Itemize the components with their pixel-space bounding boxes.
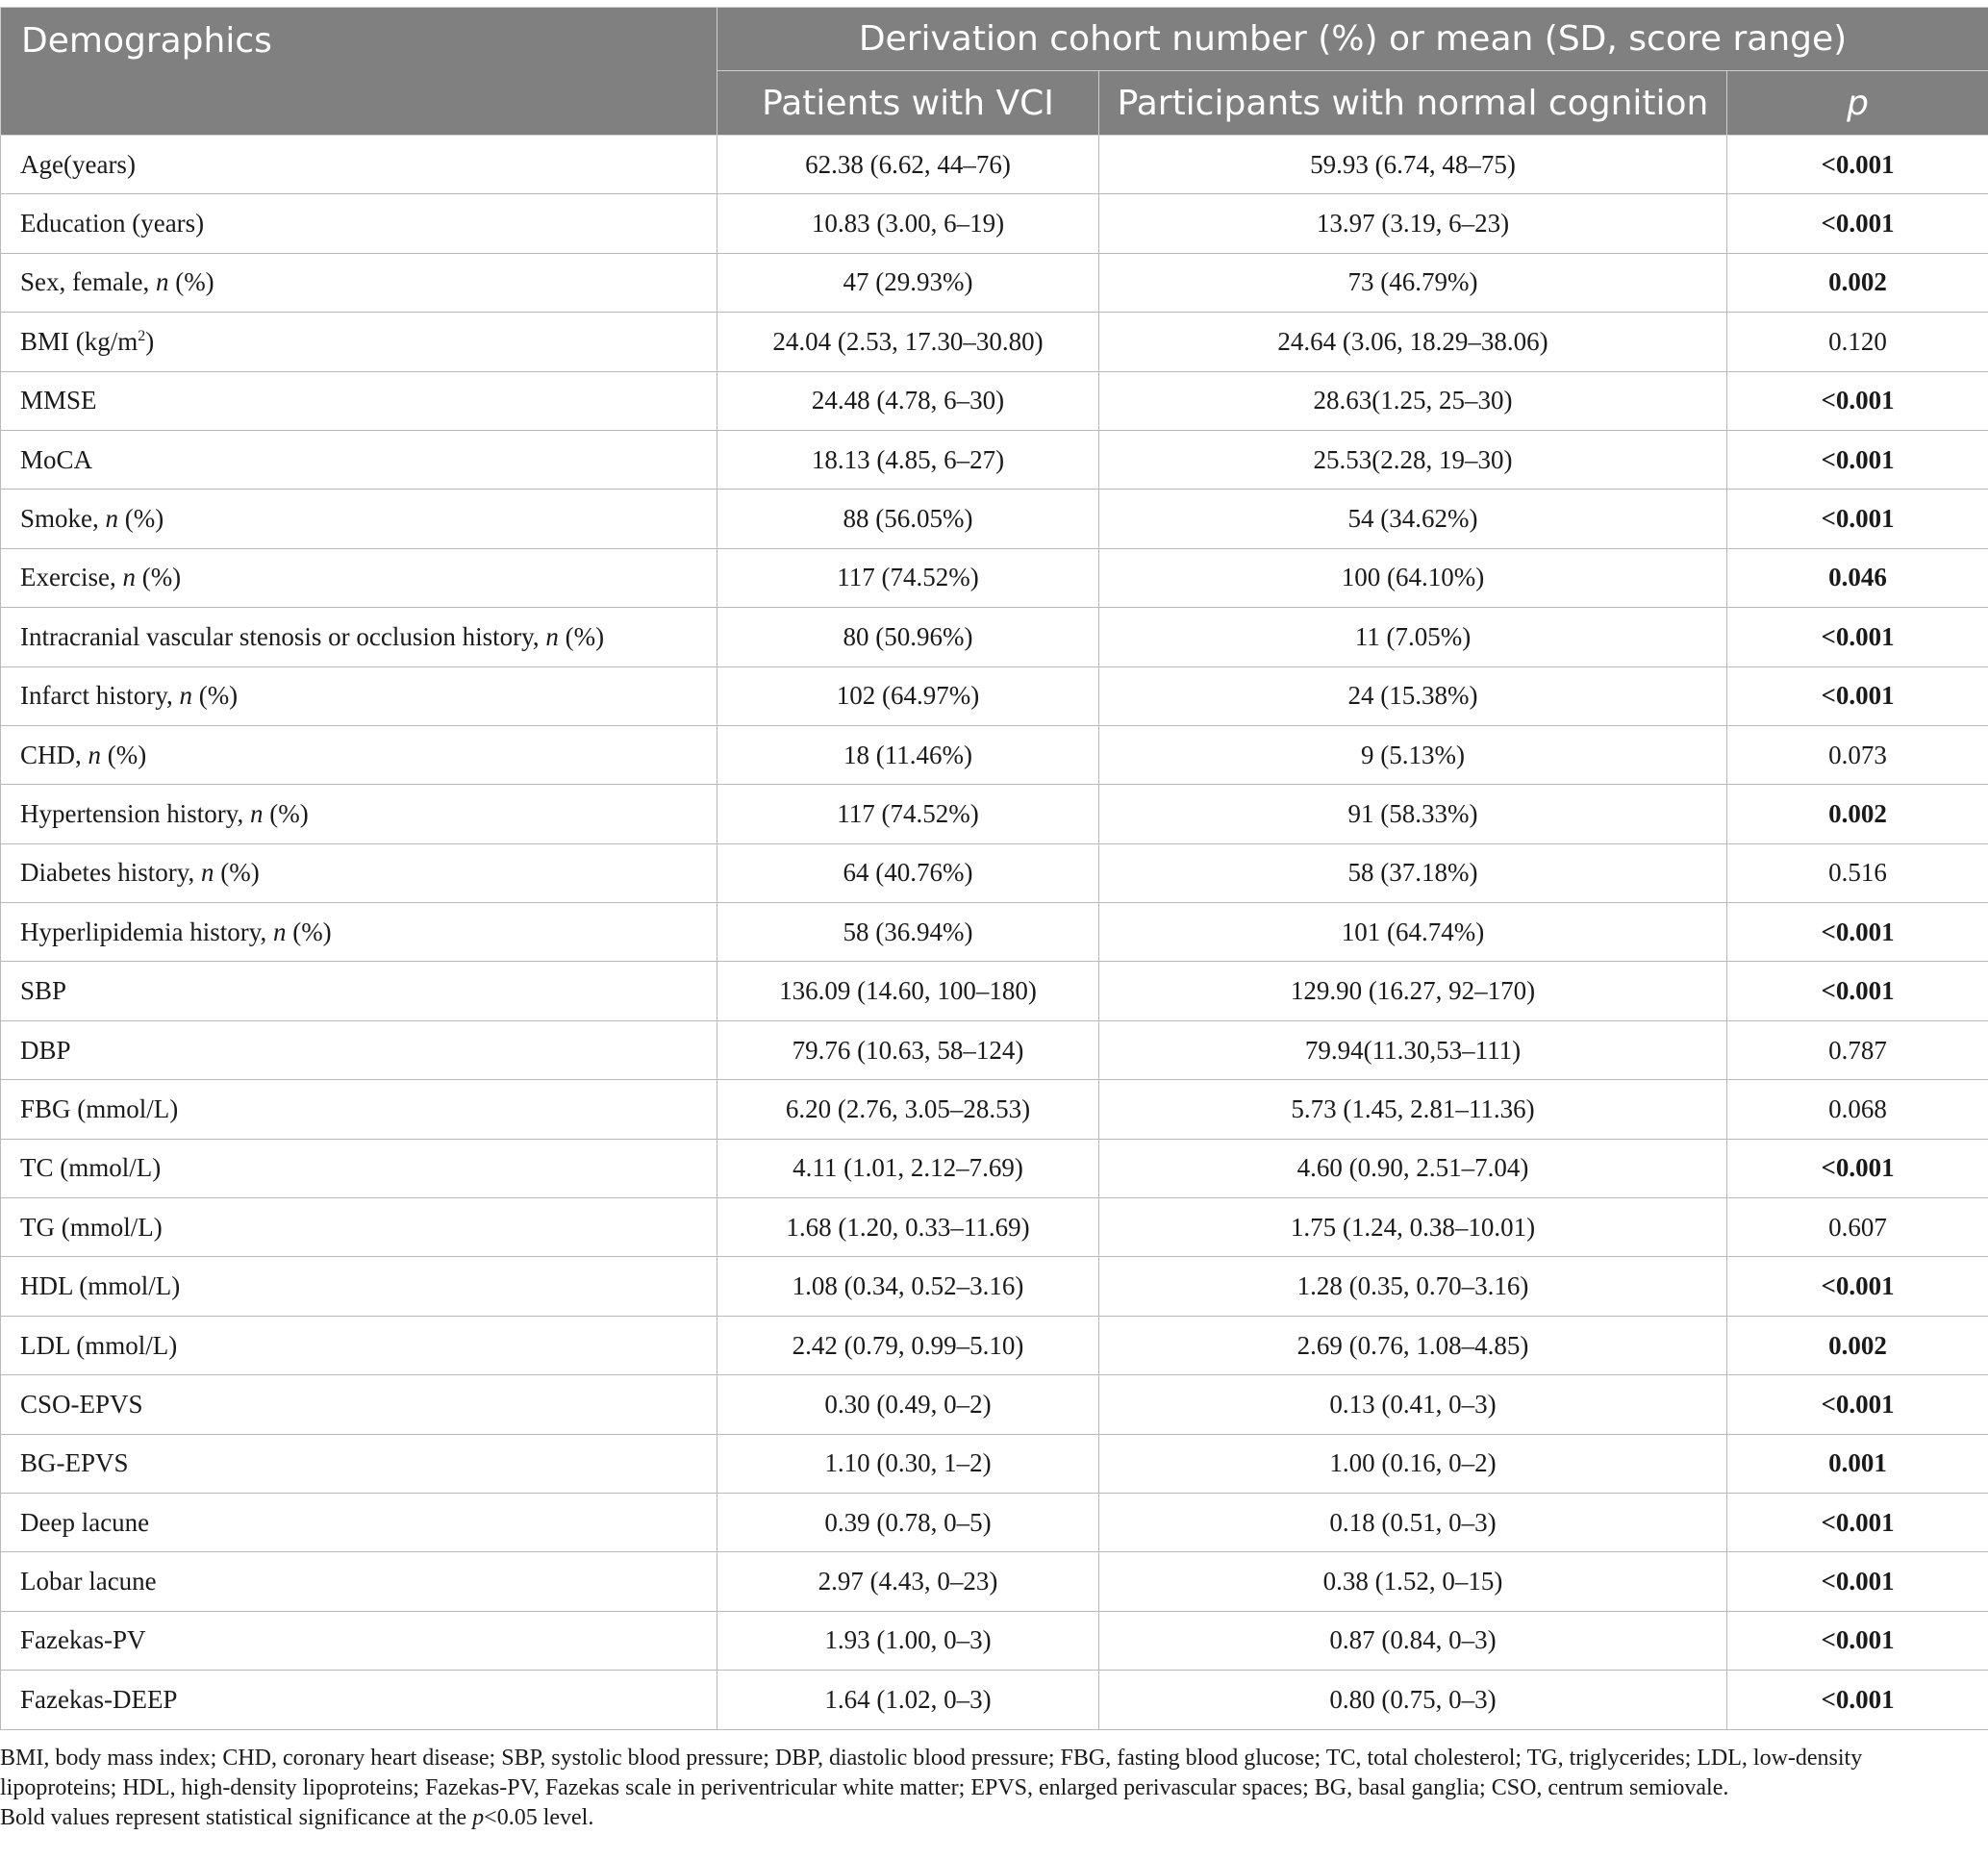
cell-p-value: 0.068	[1727, 1080, 1988, 1139]
cell-vci: 1.10 (0.30, 1–2)	[717, 1434, 1099, 1493]
row-label-text: Hyperlipidemia history,	[20, 917, 267, 946]
cell-vci: 117 (74.52%)	[717, 785, 1099, 843]
cell-normal: 58 (37.18%)	[1099, 843, 1727, 902]
cell-p-value: <0.001	[1727, 1139, 1988, 1197]
cell-vci: 88 (56.05%)	[717, 490, 1099, 548]
row-label-italic: n	[249, 798, 264, 828]
row-label	[1, 1257, 717, 1316]
row-label-text: Exercise,	[20, 563, 116, 592]
cell-normal: 9 (5.13%)	[1099, 725, 1727, 784]
row-label-suffix: (%)	[292, 917, 332, 946]
row-label	[1, 1020, 717, 1079]
cell-vci: 58 (36.94%)	[717, 903, 1099, 962]
table-row	[1, 608, 1988, 666]
table-row	[1, 1198, 1988, 1257]
row-label	[1, 785, 717, 843]
row-label	[1, 1434, 717, 1493]
row-label	[1, 962, 717, 1020]
header-normal-cognition: Participants with normal cognition	[1099, 71, 1727, 136]
cell-normal: 28.63(1.25, 25–30)	[1099, 371, 1727, 430]
table-row	[1, 1080, 1988, 1139]
row-label-text: FBG (mmol/L)	[20, 1093, 179, 1123]
row-label-text: CHD,	[20, 740, 82, 769]
row-label-superscript: 2	[138, 327, 146, 344]
row-label	[1, 843, 717, 902]
row-label-suffix: (%)	[141, 563, 182, 592]
row-label-suffix: )	[145, 326, 155, 356]
cell-normal: 5.73 (1.45, 2.81–11.36)	[1099, 1080, 1727, 1139]
cell-p-value: <0.001	[1727, 1611, 1988, 1670]
cell-p-value: 0.607	[1727, 1198, 1988, 1257]
table-row	[1, 490, 1988, 548]
cell-p-value: <0.001	[1727, 490, 1988, 548]
row-label-suffix: (%)	[565, 621, 605, 651]
cell-normal: 25.53(2.28, 19–30)	[1099, 430, 1727, 489]
cell-p-value: 0.073	[1727, 725, 1988, 784]
row-label	[1, 1139, 717, 1197]
row-label	[1, 608, 717, 666]
row-label	[1, 1671, 717, 1729]
cell-p-value: 0.002	[1727, 1316, 1988, 1374]
cell-normal: 13.97 (3.19, 6–23)	[1099, 194, 1727, 253]
row-label-text: SBP	[20, 976, 67, 1006]
row-label-text: CSO-EPVS	[20, 1389, 143, 1419]
cell-p-value: <0.001	[1727, 1375, 1988, 1434]
row-label-suffix: (%)	[107, 740, 147, 769]
row-label-text: BG-EPVS	[20, 1448, 129, 1478]
row-label	[1, 490, 717, 548]
cell-normal: 54 (34.62%)	[1099, 490, 1727, 548]
table-footnote	[0, 1744, 1972, 1833]
cell-p-value: <0.001	[1727, 371, 1988, 430]
row-label	[1, 253, 717, 312]
row-label-text: Education (years)	[20, 209, 205, 239]
cell-normal: 2.69 (0.76, 1.08–4.85)	[1099, 1316, 1727, 1374]
cell-p-value: 0.001	[1727, 1434, 1988, 1493]
cell-normal: 73 (46.79%)	[1099, 253, 1727, 312]
row-label	[1, 371, 717, 430]
table-row	[1, 1434, 1988, 1493]
cell-vci: 1.68 (1.20, 0.33–11.69)	[717, 1198, 1099, 1257]
cell-normal: 1.75 (1.24, 0.38–10.01)	[1099, 1198, 1727, 1257]
table-row	[1, 430, 1988, 489]
row-label	[1, 725, 717, 784]
cell-vci: 0.30 (0.49, 0–2)	[717, 1375, 1099, 1434]
table-row	[1, 548, 1988, 607]
footnote-bold-note-p: p	[472, 1805, 485, 1830]
cell-vci: 62.38 (6.62, 44–76)	[717, 136, 1099, 194]
cell-vci: 1.08 (0.34, 0.52–3.16)	[717, 1257, 1099, 1316]
cell-p-value: <0.001	[1727, 1493, 1988, 1551]
row-label-suffix: (%)	[198, 681, 239, 711]
table-row	[1, 1552, 1988, 1611]
row-label-text: HDL (mmol/L)	[20, 1271, 181, 1301]
row-label-italic: n	[179, 681, 192, 711]
cell-vci: 2.97 (4.43, 0–23)	[717, 1552, 1099, 1611]
cell-vci: 24.48 (4.78, 6–30)	[717, 371, 1099, 430]
footnote-bold-note-prefix: Bold values represent statistical significance at the	[0, 1805, 467, 1830]
row-label	[1, 1080, 717, 1139]
table-row	[1, 903, 1988, 962]
row-label-suffix: (%)	[269, 798, 309, 828]
row-label-text: MMSE	[20, 386, 97, 415]
cell-normal: 101 (64.74%)	[1099, 903, 1727, 962]
table-row	[1, 1493, 1988, 1551]
row-label-text: MoCA	[20, 444, 93, 474]
cell-vci: 102 (64.97%)	[717, 666, 1099, 725]
table-row	[1, 1611, 1988, 1670]
row-label	[1, 194, 717, 253]
row-label-text: Diabetes history,	[20, 858, 195, 888]
cell-p-value: <0.001	[1727, 608, 1988, 666]
cell-normal: 100 (64.10%)	[1099, 548, 1727, 607]
row-label	[1, 430, 717, 489]
table-row	[1, 1375, 1988, 1434]
table-row	[1, 371, 1988, 430]
cell-vci: 79.76 (10.63, 58–124)	[717, 1020, 1099, 1079]
row-label-text: Intracranial vascular stenosis or occlusion history,	[20, 621, 540, 651]
table-body	[1, 136, 1988, 1730]
row-label	[1, 1611, 717, 1670]
cell-normal: 1.28 (0.35, 0.70–3.16)	[1099, 1257, 1727, 1316]
header-demographics: Demographics	[1, 8, 717, 136]
cell-normal: 0.80 (0.75, 0–3)	[1099, 1671, 1727, 1729]
row-label	[1, 1198, 717, 1257]
cell-p-value: <0.001	[1727, 903, 1988, 962]
cell-normal: 1.00 (0.16, 0–2)	[1099, 1434, 1727, 1493]
row-label-text: TC (mmol/L)	[20, 1153, 162, 1183]
row-label	[1, 1493, 717, 1551]
cell-normal: 24.64 (3.06, 18.29–38.06)	[1099, 313, 1727, 371]
row-label-text: Smoke,	[20, 504, 99, 534]
row-label	[1, 313, 717, 371]
table-row	[1, 1671, 1988, 1729]
table-row	[1, 1020, 1988, 1079]
table-row	[1, 843, 1988, 902]
table-row	[1, 962, 1988, 1020]
row-label-text: Age(years)	[20, 149, 136, 179]
cell-vci: 80 (50.96%)	[717, 608, 1099, 666]
cell-normal: 0.87 (0.84, 0–3)	[1099, 1611, 1727, 1670]
row-label-text: Sex, female,	[20, 267, 150, 297]
footnote-abbreviations: BMI, body mass index; CHD, coronary heart disease; SBP, systolic blood pressure; DBP, diastolic blood pressure; FBG, fasting blood glucose; TC, total cholesterol; TG, triglycerides; LDL, low-density lipoproteins; HDL, high-density lipoproteins; Fazekas-PV, Fazekas scale in periventricular white matter; EPVS, enlarged perivascular spaces; BG, basal ganglia; CSO, centrum semiovale.	[0, 1746, 1863, 1800]
row-label-italic: n	[272, 917, 287, 946]
row-label-text: Infarct history,	[20, 681, 173, 711]
cell-normal: 0.13 (0.41, 0–3)	[1099, 1375, 1727, 1434]
row-label-suffix: (%)	[220, 858, 260, 888]
cell-vci: 6.20 (2.76, 3.05–28.53)	[717, 1080, 1099, 1139]
row-label-suffix: (%)	[124, 504, 164, 534]
row-label-italic: n	[200, 858, 214, 888]
row-label-italic: n	[155, 267, 169, 297]
row-label-italic: n	[105, 504, 119, 534]
cell-p-value: <0.001	[1727, 136, 1988, 194]
table-row	[1, 1257, 1988, 1316]
cell-p-value: 0.120	[1727, 313, 1988, 371]
cell-vci: 4.11 (1.01, 2.12–7.69)	[717, 1139, 1099, 1197]
cell-vci: 18 (11.46%)	[717, 725, 1099, 784]
table-row	[1, 1139, 1988, 1197]
header-derivation-cohort: Derivation cohort number (%) or mean (SD, score range)	[717, 8, 1988, 71]
table-row	[1, 1316, 1988, 1374]
row-label-text: BMI (kg/m	[20, 326, 138, 356]
cell-vci: 10.83 (3.00, 6–19)	[717, 194, 1099, 253]
cell-normal: 59.93 (6.74, 48–75)	[1099, 136, 1727, 194]
cell-normal: 91 (58.33%)	[1099, 785, 1727, 843]
cell-vci: 18.13 (4.85, 6–27)	[717, 430, 1099, 489]
cell-normal: 0.38 (1.52, 0–15)	[1099, 1552, 1727, 1611]
header-patients-vci: Patients with VCI	[717, 71, 1099, 136]
row-label	[1, 136, 717, 194]
row-label-text: Lobar lacune	[20, 1567, 157, 1596]
cell-p-value: <0.001	[1727, 430, 1988, 489]
cell-vci: 117 (74.52%)	[717, 548, 1099, 607]
cell-normal: 4.60 (0.90, 2.51–7.04)	[1099, 1139, 1727, 1197]
row-label-suffix: (%)	[175, 267, 214, 297]
table-row	[1, 136, 1988, 194]
row-label-text: Fazekas-DEEP	[20, 1684, 178, 1714]
row-label	[1, 1552, 717, 1611]
row-label	[1, 548, 717, 607]
row-label-text: TG (mmol/L)	[20, 1212, 163, 1242]
cell-vci: 136.09 (14.60, 100–180)	[717, 962, 1099, 1020]
cell-normal: 79.94(11.30,53–111)	[1099, 1020, 1727, 1079]
footnote-bold-note-suffix: <0.05 level.	[484, 1805, 594, 1830]
cell-normal: 11 (7.05%)	[1099, 608, 1727, 666]
row-label-italic: n	[122, 563, 136, 592]
row-label-italic: n	[88, 740, 102, 769]
row-label	[1, 1316, 717, 1374]
row-label-text: LDL (mmol/L)	[20, 1330, 178, 1360]
cell-p-value: 0.046	[1727, 548, 1988, 607]
cell-p-value: 0.002	[1727, 253, 1988, 312]
row-label-text: Deep lacune	[20, 1507, 150, 1537]
table-row	[1, 253, 1988, 312]
cell-vci: 64 (40.76%)	[717, 843, 1099, 902]
header-p-value: p	[1727, 71, 1988, 136]
cell-vci: 47 (29.93%)	[717, 253, 1099, 312]
cell-p-value: 0.002	[1727, 785, 1988, 843]
cell-vci: 0.39 (0.78, 0–5)	[717, 1493, 1099, 1551]
row-label-text: Fazekas-PV	[20, 1625, 146, 1655]
cell-p-value: <0.001	[1727, 1257, 1988, 1316]
cell-normal: 24 (15.38%)	[1099, 666, 1727, 725]
cell-p-value: 0.516	[1727, 843, 1988, 902]
cell-normal: 129.90 (16.27, 92–170)	[1099, 962, 1727, 1020]
cell-vci: 2.42 (0.79, 0.99–5.10)	[717, 1316, 1099, 1374]
cell-vci: 1.93 (1.00, 0–3)	[717, 1611, 1099, 1670]
cell-normal: 0.18 (0.51, 0–3)	[1099, 1493, 1727, 1551]
row-label-text: Hypertension history,	[20, 798, 244, 828]
table-row	[1, 666, 1988, 725]
cell-vci: 24.04 (2.53, 17.30–30.80)	[717, 313, 1099, 371]
table-header	[1, 8, 1988, 136]
row-label-text: DBP	[20, 1035, 71, 1065]
cell-vci: 1.64 (1.02, 0–3)	[717, 1671, 1099, 1729]
row-label	[1, 1375, 717, 1434]
cell-p-value: <0.001	[1727, 1552, 1988, 1611]
cell-p-value: <0.001	[1727, 962, 1988, 1020]
cell-p-value: <0.001	[1727, 1671, 1988, 1729]
row-label	[1, 903, 717, 962]
cell-p-value: 0.787	[1727, 1020, 1988, 1079]
table-row	[1, 194, 1988, 253]
table-row	[1, 313, 1988, 371]
row-label-italic: n	[545, 621, 559, 651]
cell-p-value: <0.001	[1727, 666, 1988, 725]
table-row	[1, 725, 1988, 784]
row-label	[1, 666, 717, 725]
demographics-table	[0, 7, 1988, 1730]
cell-p-value: <0.001	[1727, 194, 1988, 253]
table-row	[1, 785, 1988, 843]
